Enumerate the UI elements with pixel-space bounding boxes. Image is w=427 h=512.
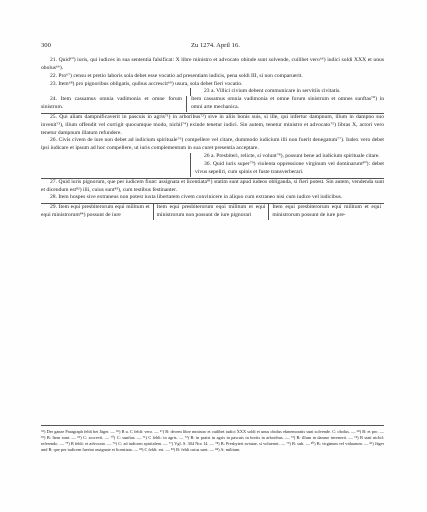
paragraph-29-col-3: Item equi presbiterorum equi militum et equi ministrorum possunt de iure pre- bbox=[268, 204, 384, 220]
main-text bbox=[41, 57, 384, 220]
paragraph-23a: 23 a. Villici civium debent communicare in servitiis civitatis. bbox=[190, 88, 384, 96]
paragraph-24-columns bbox=[41, 96, 384, 112]
paragraph-24-right: Item cassamus omnia vadimonia et omne forum sinistrum et omnes sunftas⁷⁰) in omni arte mechanica. bbox=[186, 96, 384, 112]
paragraph-29-col-2: Item equi presbiterorum equi militum et equi ministrorum non possunt de iure pignorari bbox=[153, 204, 269, 220]
paragraph-24-left: 24. Item cassamus omnia vadimonia et omne forum sinistrum. bbox=[41, 96, 182, 111]
paragraph: 28. Item hospes sive extraneus non potest iuxta libertatem civem convinicere in aliquo cum extraneo nisi cum iudice vel iudicibus. bbox=[50, 194, 343, 201]
running-title: Zu 1274. April 16. bbox=[191, 42, 240, 49]
paragraph-29-columns bbox=[41, 203, 384, 220]
paragraph: 26. Civis civem de iure non debet ad iudicium spirituale⁷⁶) compellere vel citare, dummodo iudicium illi non fuerit denegatum⁷⁷). Iudex vero debet ipsi iudicare et ipsum ad hoc compellere, ut iuris complementum in sua curet presentia acceptare. bbox=[41, 137, 384, 152]
footnote-separator bbox=[41, 425, 384, 426]
paragraph-36: 36. Quid iuris super⁷⁹) violenta oppressione virginum vel dominarum⁸⁰): debet vivus sepeliri, cum spinis et fuste transverberari. bbox=[190, 161, 384, 177]
paragraph: 23. Item⁶⁸) pro pignoribus obligatis, quibus accrescit⁶⁹) usura, sola debet fieri vocatio. bbox=[50, 80, 243, 87]
paragraph-26a: 26 a. Presbiteri, relicte, si volunt⁷⁸), possunt bene ad iudicium spirituale citare. bbox=[190, 153, 384, 161]
page-header bbox=[41, 42, 384, 51]
paragraph: 21. Quid¹⁰) iuris, qui iudices in sua sententia falsificat: X libre ministro et advocato obinde sunt solvende, cuilibet vero⁶⁶) iudici soldi XXX et unus obolus⁶⁶). bbox=[41, 57, 384, 71]
paragraph: 22. Pro⁶⁷) censu et pretio laboris sola debet esse vocatio ad presentiam iudicis, pena soldi III, si non comparuerit. bbox=[50, 72, 303, 79]
paragraph-29-col-1: 29. Item equi presbiterorum equi militum et equi ministrorum⁸⁴) possunt de iure bbox=[41, 204, 150, 219]
page-number: 300 bbox=[41, 42, 51, 49]
footnotes bbox=[41, 425, 384, 453]
paragraph: 25. Qui aliam dampnificaverit in pascuis in agris⁷¹) in arboribus⁷²) sive in aliis bonis suis, si ille, qui infertur dampnum, illum in dampno suo invenit⁷³), illum offendit vel corrigit quocumque modo, nichil⁷⁴) exinde tenetur iudici. Sin autem, tenetur ministro et advocato⁷⁵) libras X, actori vero tenetur dampnum illatum refundere. bbox=[41, 113, 384, 136]
footnote-text: ⁶⁵) Der ganze Paragraph fehlt bei Jäger. — ⁶⁶) B u. C fehlt: vero. — ⁶⁷) B: decem libre ministro et cuilibet iudici XXX soldi et unus obolus ekmemoratis sunt solvende. C: obolus. — ⁶⁸) B: et pro. — ⁶⁹) B: Item sunt. — ⁶⁹) C: accrevit. — ⁷⁰) C: sunftas. — ⁷¹) C fehlt: in agris. — ⁷²) B: in pratis in agris in pascuis in hortis in arboribus. — ⁷³) B: illum in damno invenerit. — ⁷⁴) B statt nichil: referendo. — ⁷⁵) B fehlt: et advocato. — ⁷⁶) C: ad iudicem spiritalem. — ⁷⁷) Vgl. S. 304 Nro 14. — ⁷⁸) B: Presbyteri aviatae, si voluerint. — ⁷⁹) B: sub. — ⁸⁰) B: virginum vel viduarum. — ⁸¹) Jäger und B: que per iudicem fuerint assignate et licentiata. — ⁸²) C fehlt: est. — ⁸³) B: fehlt cuius sunt. — ⁸⁴) A: militum. bbox=[41, 429, 384, 452]
paragraph: 27. Quid iuris pignorum, que per iudicem fiunt: assignata et licentiata⁸¹) statim sunt apud iudeos obliganda, si fieri potest. Sin autem, vendenda sunt et dicendum est⁸²) illi, cuius sunt⁸³), cum testibus festinanter. bbox=[41, 178, 384, 193]
